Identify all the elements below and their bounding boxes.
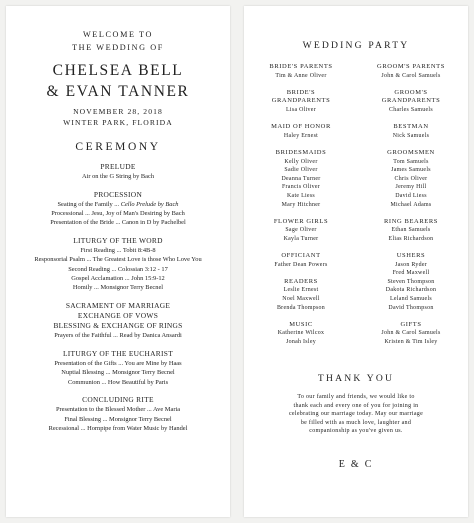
party-group [356,218,466,244]
party-member: Jason Ryder [394,261,428,268]
party-role: GROOMSMEN [387,148,435,156]
party-member: Steven Thompson [387,278,435,285]
party-member: Katherine Wilcox [277,330,325,337]
party-group [356,149,466,209]
thank-you-title: THANK YOU [317,373,395,384]
program-line: Final Blessing ... Monsignor Terry Becnel [64,415,172,423]
program-line: Recessional ... Hornpipe from Water Music by Handel [48,424,188,432]
party-member: Mary Hitchner [281,201,321,208]
groom-side-column [356,63,466,355]
program-line: Homily ... Monsignor Terry Becnel [72,284,164,292]
program-line-text: Seating of the Family ... [57,200,121,208]
party-role: GRANDPARENTS [271,97,331,105]
party-role: MUSIC [289,320,313,328]
program-section [6,190,230,228]
party-group [246,149,356,209]
thank-you-line: To our family and friends, we would like to [297,394,415,400]
thank-you-line: be filled with as much love, laughter and [300,419,412,426]
program-list [6,162,230,433]
program-line: Second Reading ... Colossian 3:12 - 17 [68,265,168,273]
party-member: Francis Oliver [281,184,321,191]
party-member: Jonah Isley [286,339,316,345]
program-line-music: Cello Prelude by Bach [120,200,179,208]
program-section [6,162,230,182]
party-member: Deanna Turner [281,175,321,182]
party-member: Kelly Oliver [284,158,318,165]
party-group [246,123,356,140]
party-group [246,321,356,347]
party-member: Haley Ernest [283,132,319,139]
party-group [356,123,466,140]
party-group [246,218,356,244]
party-member: Tim & Anne Oliver [275,72,327,79]
party-role: READERS [284,277,318,285]
party-member: Michael Adams [390,201,432,208]
party-role: GROOM'S PARENTS [377,63,445,70]
program-line: Presentation to the Blessed Mother ... Ave Maria [55,406,181,414]
party-group [356,252,466,312]
party-member: Charles Samuels [389,106,433,113]
program-line: Responsorial Psalm ... The Greatest Love is those Who Love You [34,256,202,264]
program-line: Nuptial Blessing ... Monsignor Terry Becnel [61,369,175,377]
couple-initials: E & C [338,458,374,470]
section-heading: LITURGY OF THE WORD [73,235,163,245]
section-heading: CONCLUDING RITE [82,394,154,404]
wedding-party-title: WEDDING PARTY [302,40,410,51]
program-section [6,395,230,433]
party-member: Jeremy Hill [395,184,427,191]
party-member: Leslie Ernest [283,287,319,294]
program-line: Presentation of the Gifts ... You are Mine by Haas [54,360,182,368]
program-section [6,349,230,387]
party-member: Leland Samuels [390,296,432,303]
party-member: Sadie Oliver [284,167,318,174]
party-member: John & Carol Samuels [381,330,441,337]
party-member: Dakota Richardson [385,287,437,294]
party-member: Kristen & Tim Isley [384,339,438,345]
wedding-date: NOVEMBER 28, 2018 [73,107,163,116]
party-member: Ethan Samuels [391,227,431,234]
party-role: MAID OF HONOR [271,123,331,131]
party-role: BESTMAN [393,123,429,131]
party-member: Kayla Turner [283,235,319,242]
party-member: Father Dean Powers [274,261,328,268]
thank-you-line: celebrating our marriage today. May our marriage [288,411,424,418]
wedding-party-panel [244,6,468,517]
party-member: Lisa Oliver [286,106,316,113]
program-section [6,301,230,341]
program-line [6,200,230,209]
party-role: BRIDE'S [286,88,316,96]
program-line: Prayers of the Faithful ... Read by Danica Ansardi [54,332,182,340]
party-member: Chris Oliver [394,175,428,182]
program-section [6,236,230,293]
party-role: OFFICIANT [281,252,321,260]
couple-names [6,60,230,102]
party-member: Tom Samuels [393,158,429,165]
groom-name: & EVAN TANNER [46,83,190,100]
section-heading: BLESSING & EXCHANGE OF RINGS [53,321,183,331]
party-member: Brenda Thompson [276,304,326,311]
program-line: Processional ... Jesu, Joy of Man's Desiring by Bach [51,210,185,218]
party-role: USHERS [396,252,426,260]
section-heading: PRELUDE [100,162,136,171]
section-heading: SACRAMENT OF MARRIAGE [65,300,171,310]
section-heading: EXCHANGE OF VOWS [77,310,159,320]
party-group [246,63,356,80]
party-role: GRANDPARENTS [381,97,441,105]
party-member: Nick Samuels [392,132,430,139]
section-heading: LITURGY OF THE EUCHARIST [62,348,174,358]
program-line: Air on the G String by Bach [81,173,155,181]
ceremony-title: CEREMONY [75,141,161,153]
ceremony-panel [6,6,230,517]
party-role: GIFTS [400,320,422,328]
party-group [356,321,466,347]
party-role: BRIDE'S PARENTS [269,63,333,70]
party-role: FLOWER GIRLS [273,217,329,225]
thank-you-message [244,393,468,436]
party-role: RING BEARERS [384,217,438,225]
party-member: Noel Maxwell [282,296,320,303]
program-line: First Reading ... Tobit 8:4B-8 [80,247,156,255]
party-group [356,89,466,115]
party-member: David Liess [395,192,427,199]
party-member: Fred Maxwell [392,270,430,277]
party-group [246,278,356,312]
program-line: Presentation of the Bride ... Canon in D by Pachelbel [50,219,186,227]
party-role: GROOM'S [394,88,428,96]
party-group [356,63,466,80]
program-line: Communion ... How Beautiful by Paris [67,378,169,386]
thank-you-line: thank each and every one of you for joining in [293,402,419,409]
thank-you-line: companionship as you've given us. [309,428,403,435]
party-member: John & Carol Samuels [381,72,441,79]
party-group [246,89,356,115]
party-member: Kate Liess [286,192,316,199]
wedding-party-grid [244,63,468,353]
party-role: BRIDESMAIDS [275,148,327,156]
party-member: James Samuels [391,167,431,174]
welcome-heading [6,28,230,54]
bride-name: CHELSEA BELL [52,62,184,79]
program-line: Gospel Acclamation ... John 15:9-12 [71,274,165,282]
party-member: Sage Oliver [285,227,317,234]
welcome-line: THE WEDDING OF [72,43,164,52]
section-heading: PROCESSION [93,189,143,199]
party-member: David Thompson [388,304,434,311]
wedding-location: WINTER PARK, FLORIDA [63,118,173,127]
welcome-line: WELCOME TO [82,30,154,39]
party-group [246,252,356,269]
bride-side-column [246,63,356,355]
party-member: Elias Richardson [388,235,434,242]
